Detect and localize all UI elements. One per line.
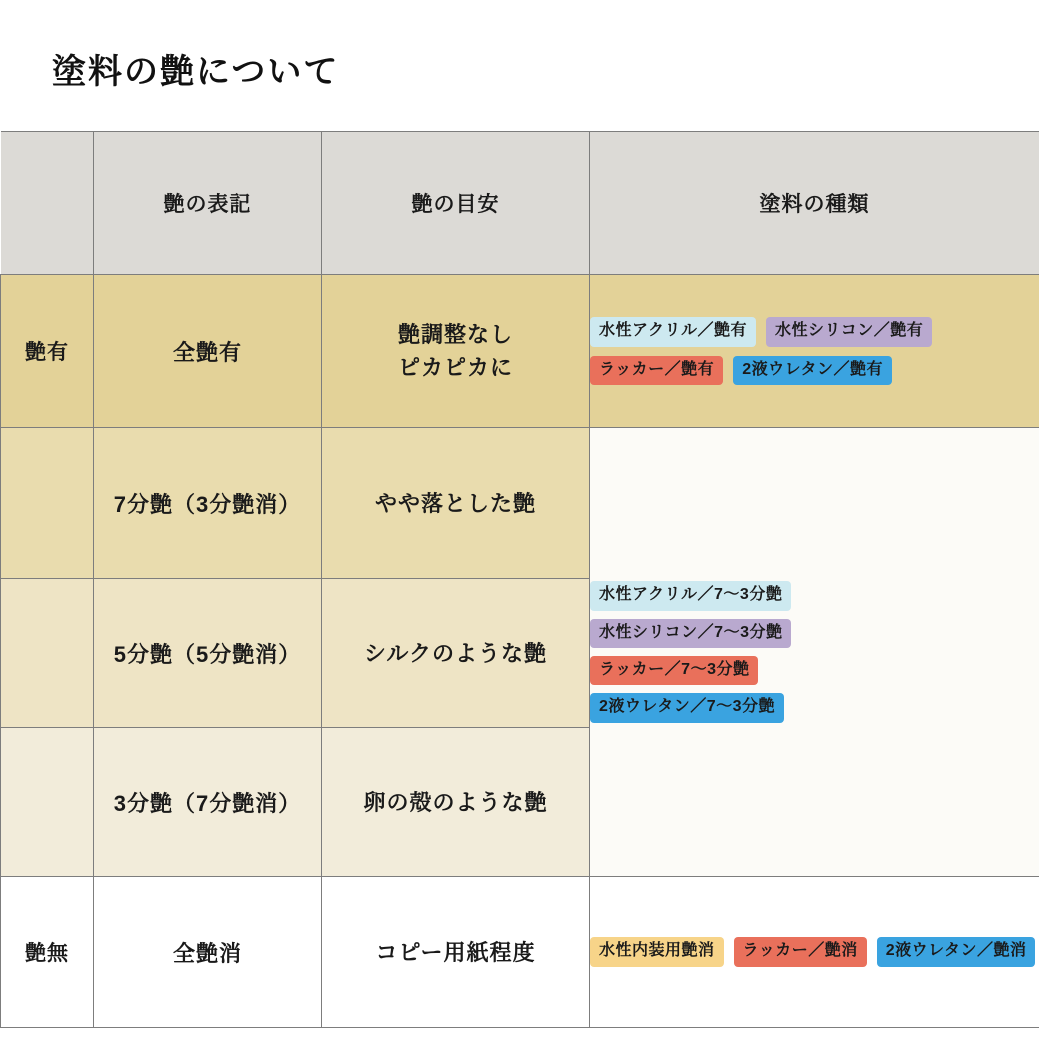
column-header-blank bbox=[1, 132, 94, 275]
column-header-gloss-guide: 艶の目安 bbox=[322, 132, 590, 275]
column-header-paint-types: 塗料の種類 bbox=[590, 132, 1039, 275]
gloss-label-cell: 全艶有 bbox=[94, 275, 322, 428]
gloss-guide-cell: シルクのような艶 bbox=[322, 579, 590, 728]
gloss-category-cell: 艶無 bbox=[1, 877, 94, 1028]
paint-chip: 2液ウレタン／7〜3分艶 bbox=[590, 693, 784, 722]
gloss-label-cell: 7分艶（3分艶消） bbox=[94, 428, 322, 579]
paint-chip: ラッカー／艶消 bbox=[734, 937, 867, 966]
paint-chip: 水性アクリル／7〜3分艶 bbox=[590, 581, 791, 610]
gloss-category-cell bbox=[1, 428, 94, 579]
gloss-category-cell: 艶有 bbox=[1, 275, 94, 428]
paint-chip: 水性アクリル／艶有 bbox=[590, 317, 756, 346]
table-row bbox=[1, 877, 1039, 1028]
paint-chip: 2液ウレタン／艶有 bbox=[733, 356, 892, 385]
paint-chip: 水性シリコン／艶有 bbox=[766, 317, 932, 346]
table-body bbox=[1, 275, 1039, 1028]
paint-chip-group bbox=[590, 581, 1039, 723]
paint-chip-group bbox=[590, 317, 1039, 385]
paint-chip: 水性内装用艶消 bbox=[590, 937, 724, 966]
paint-chip: ラッカー／7〜3分艶 bbox=[590, 656, 758, 685]
paint-types-cell bbox=[590, 428, 1039, 877]
table-header bbox=[1, 132, 1039, 275]
gloss-label-cell: 3分艶（7分艶消） bbox=[94, 728, 322, 877]
gloss-category-cell bbox=[1, 579, 94, 728]
gloss-label-cell: 全艶消 bbox=[94, 877, 322, 1028]
gloss-guide-line-1: 艶調整なし bbox=[397, 322, 513, 347]
gloss-category-cell bbox=[1, 728, 94, 877]
gloss-label-cell: 5分艶（5分艶消） bbox=[94, 579, 322, 728]
paint-types-cell bbox=[590, 275, 1039, 428]
paint-chip: 2液ウレタン／艶消 bbox=[877, 937, 1036, 966]
gloss-guide-cell: コピー用紙程度 bbox=[322, 877, 590, 1028]
paint-chip-group bbox=[590, 937, 1039, 966]
paint-types-cell bbox=[590, 877, 1039, 1028]
gloss-guide-cell: 卵の殻のような艶 bbox=[322, 728, 590, 877]
column-header-gloss-label: 艶の表記 bbox=[94, 132, 322, 275]
page-title: 塗料の艶について bbox=[52, 53, 340, 91]
gloss-guide-cell: やや落とした艶 bbox=[322, 428, 590, 579]
table-row bbox=[1, 428, 1039, 579]
gloss-guide-cell bbox=[322, 275, 590, 428]
gloss-table bbox=[0, 131, 1039, 1028]
paint-chip: ラッカー／艶有 bbox=[590, 356, 723, 385]
paint-chip: 水性シリコン／7〜3分艶 bbox=[590, 619, 791, 648]
table-row bbox=[1, 275, 1039, 428]
table-header-row bbox=[1, 132, 1039, 275]
gloss-guide-line-2: ピカピカに bbox=[397, 355, 513, 380]
